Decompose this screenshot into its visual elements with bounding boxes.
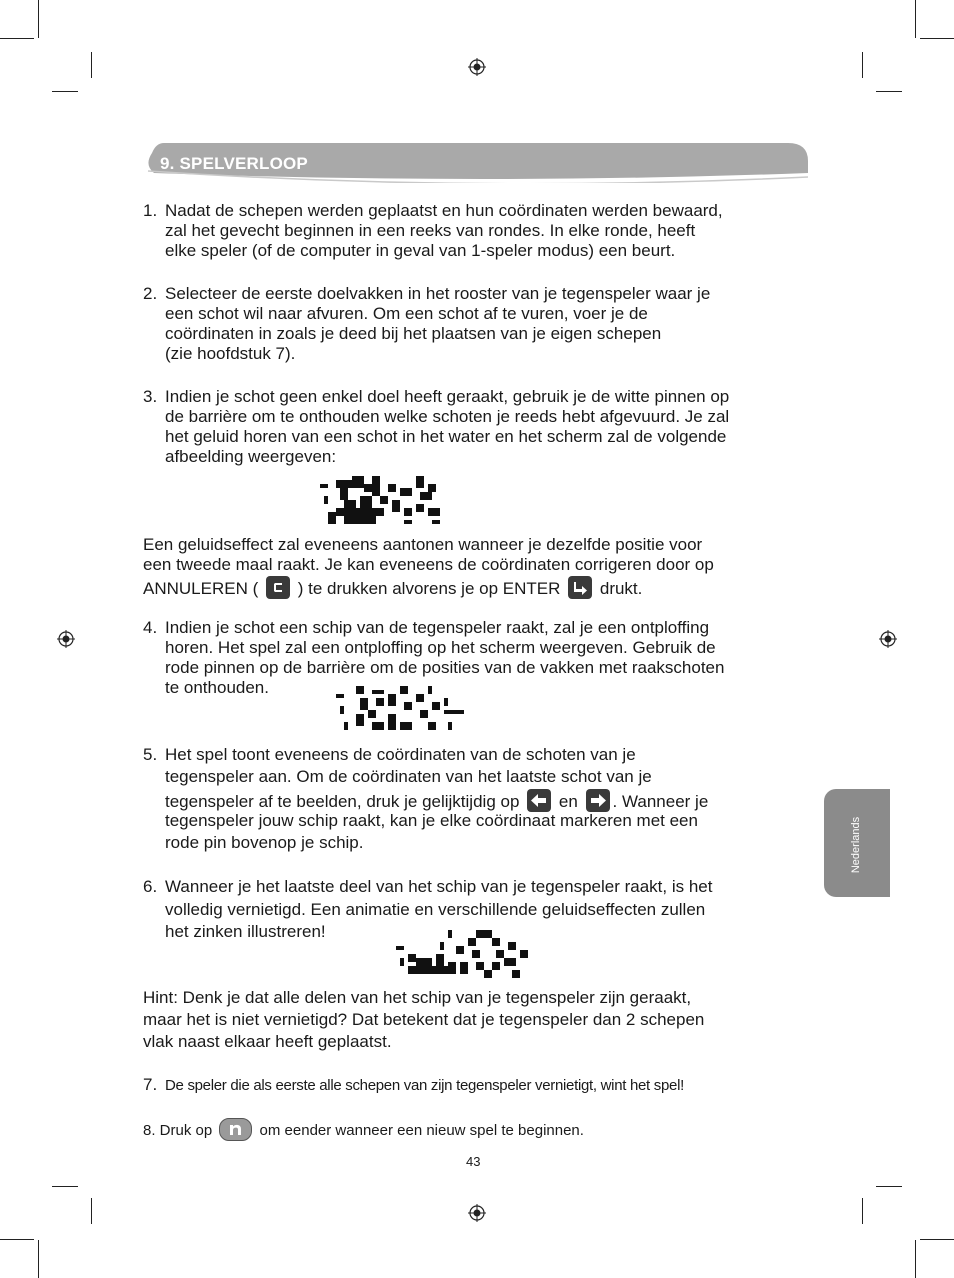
- crop-mark: [862, 1198, 863, 1224]
- paragraph-line: [143, 1118, 584, 1141]
- text-fragment: drukt.: [599, 579, 643, 598]
- language-tab-label: Nederlands: [850, 816, 862, 874]
- paragraph-line: [165, 789, 708, 812]
- paragraph-line: horen. Het spel zal een ontploffing op het scherm weergeven. Gebruik de: [165, 638, 716, 657]
- list-number: 7.: [143, 1075, 158, 1094]
- text-fragment: om eender wanneer een nieuw spel te beginnen.: [259, 1122, 584, 1139]
- text-fragment: ANNULEREN (: [143, 579, 259, 598]
- text-fragment: 8. Druk op: [143, 1122, 213, 1139]
- paragraph-line: Selecteer de eerste doelvakken in het rooster van je tegenspeler waar je: [165, 284, 711, 303]
- paragraph-line: Wanneer je het laatste deel van het schip van je tegenspeler raakt, is het: [165, 877, 713, 896]
- crop-mark: [915, 1240, 916, 1278]
- crop-mark: [920, 1239, 954, 1240]
- crop-mark: [0, 1239, 34, 1240]
- crop-mark: [52, 91, 78, 92]
- new-game-key-icon: [219, 1118, 252, 1141]
- paragraph-line: Het spel toont eveneens de coördinaten van de schoten van je: [165, 745, 636, 764]
- crop-mark: [91, 1198, 92, 1224]
- enter-key-icon: [568, 576, 592, 599]
- list-number: 4.: [143, 618, 158, 637]
- list-number: 5.: [143, 745, 158, 764]
- cancel-key-icon: [266, 576, 290, 599]
- paragraph-line: een tweede maal raakt. Je kan eveneens de coördinaten corrigeren door op: [143, 555, 714, 574]
- paragraph-line: tegenspeler aan. Om de coördinaten van het laatste schot van je: [165, 767, 652, 786]
- paragraph-line: elke speler (of de computer in geval van 1-speler modus) een beurt.: [165, 241, 676, 260]
- registration-mark-icon: [468, 1204, 486, 1222]
- paragraph-line: vlak naast elkaar heeft geplaatst.: [143, 1032, 392, 1051]
- paragraph-line: een schot wil naar afvuren. Om een schot af te vuren, voer je de: [165, 304, 648, 323]
- left-arrow-key-icon: [527, 789, 551, 812]
- paragraph-line: (zie hoofdstuk 7).: [165, 344, 296, 363]
- crop-mark: [38, 1240, 39, 1278]
- splash-screen-image: [320, 472, 440, 524]
- list-number: 6.: [143, 877, 158, 896]
- crop-mark: [0, 38, 34, 39]
- paragraph-line: de barrière om te onthouden welke schoten je reeds hebt afgevuurd. Je zal: [165, 407, 730, 426]
- sinking-ship-screen-image: [396, 930, 528, 982]
- language-tab: [824, 789, 890, 897]
- paragraph-line: het zinken illustreren!: [165, 922, 326, 941]
- explosion-screen-image: [336, 686, 464, 734]
- page-number: 43: [466, 1154, 481, 1169]
- paragraph-line: het geluid horen van een schot in het water en het scherm zal de volgende: [165, 427, 727, 446]
- paragraph-line: Indien je schot een schip van de tegenspeler raakt, zal je een ontploffing: [165, 618, 710, 637]
- crop-mark: [876, 1186, 902, 1187]
- section-title: 9. SPELVERLOOP: [160, 154, 308, 173]
- crop-mark: [38, 0, 39, 38]
- paragraph-line: [143, 576, 642, 599]
- paragraph-line: maar het is niet vernietigd? Dat betekent dat je tegenspeler dan 2 schepen: [143, 1010, 705, 1029]
- registration-mark-icon: [57, 630, 75, 648]
- paragraph-line: Een geluidseffect zal eveneens aantonen wanneer je dezelfde positie voor: [143, 535, 703, 554]
- paragraph-line: afbeelding weergeven:: [165, 447, 337, 466]
- paragraph-line: rode pin bovenop je schip.: [165, 833, 364, 852]
- list-number: 1.: [143, 201, 158, 220]
- text-fragment: tegenspeler af te beelden, druk je gelijktijdig op: [165, 792, 520, 811]
- registration-mark-icon: [468, 58, 486, 76]
- text-fragment: en: [558, 792, 578, 811]
- crop-mark: [52, 1186, 78, 1187]
- paragraph-line: te onthouden.: [165, 678, 269, 697]
- crop-mark: [862, 52, 863, 78]
- text-fragment: ) te drukken alvorens je op ENTER: [297, 579, 561, 598]
- paragraph-line: rode pinnen op de barrière om de posities van de vakken met raakschoten: [165, 658, 725, 677]
- paragraph-line: tegenspeler jouw schip raakt, kan je elke coördinaat markeren met een: [165, 811, 698, 830]
- crop-mark: [915, 0, 916, 38]
- crop-mark: [920, 38, 954, 39]
- paragraph-line: coördinaten in zoals je deed bij het plaatsen van je eigen schepen: [165, 324, 662, 343]
- paragraph-line: Hint: Denk je dat alle delen van het schip van je tegenspeler zijn geraakt,: [143, 988, 692, 1007]
- paragraph-line: zal het gevecht beginnen in een reeks van rondes. In elke ronde, heeft: [165, 221, 696, 240]
- paragraph-line: Indien je schot geen enkel doel heeft geraakt, gebruik je de witte pinnen op: [165, 387, 730, 406]
- paragraph-line: volledig vernietigd. Een animatie en verschillende geluidseffecten zullen: [165, 900, 706, 919]
- paragraph-line: De speler die als eerste alle schepen van zijn tegenspeler vernietigt, wint het spel!: [165, 1077, 684, 1094]
- right-arrow-key-icon: [586, 789, 610, 812]
- paragraph-line: Nadat de schepen werden geplaatst en hun coördinaten werden bewaard,: [165, 201, 723, 220]
- crop-mark: [876, 91, 902, 92]
- crop-mark: [91, 52, 92, 78]
- list-number: 2.: [143, 284, 158, 303]
- list-number: 3.: [143, 387, 158, 406]
- text-fragment: . Wanneer je: [612, 792, 709, 811]
- registration-mark-icon: [879, 630, 897, 648]
